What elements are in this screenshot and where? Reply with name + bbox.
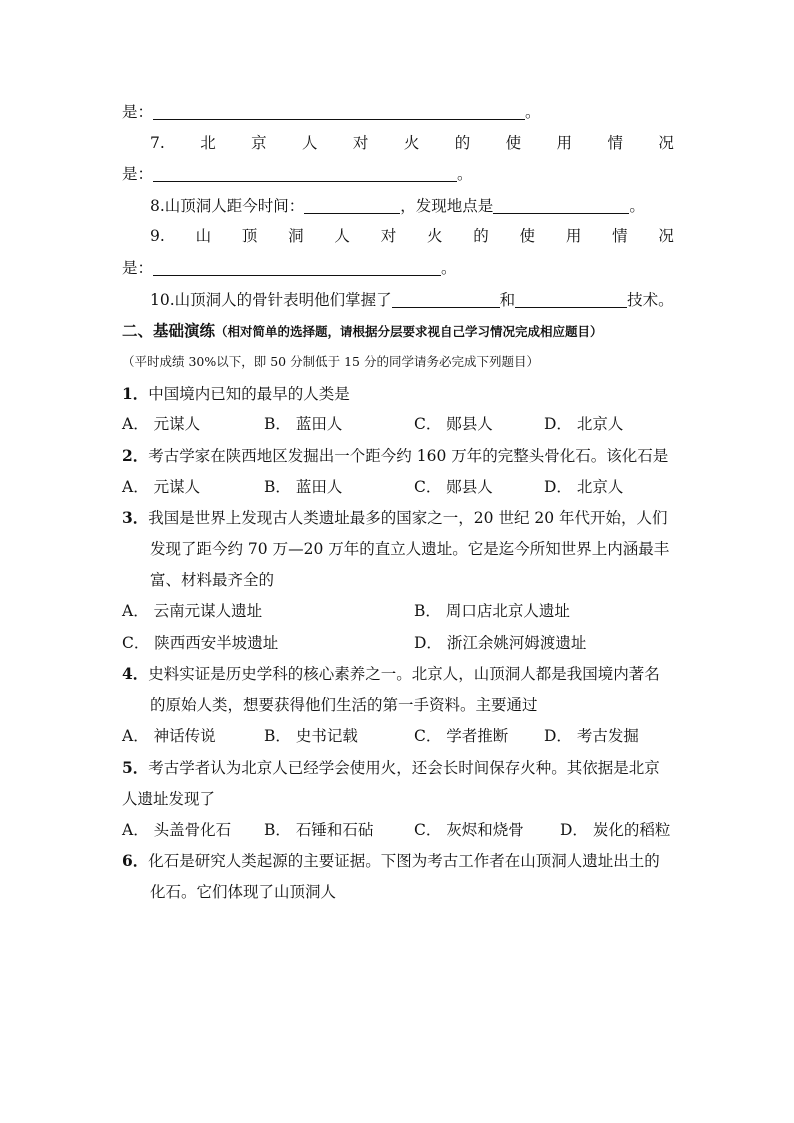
answer-blank[interactable] xyxy=(493,197,629,214)
q5-option-a[interactable]: A． 头盖骨化石 xyxy=(122,821,232,839)
q9-spread-line: 9. 山 顶 洞 人 对 火 的 使 用 情 况 xyxy=(150,227,674,245)
q9-answer-line: 是： 。 xyxy=(122,259,457,277)
question-2-stem: 2．考古学家在陕西地区发掘出一个距今约 160 万年的完整头骨化石。该化石是 xyxy=(122,446,669,465)
q10-line: 10.山顶洞人的骨针表明他们掌握了 和 技术。 xyxy=(150,291,674,309)
answer-blank[interactable] xyxy=(153,165,457,182)
q2-option-d[interactable]: D． 北京人 xyxy=(544,478,624,496)
q5-option-b[interactable]: B． 石锤和石砧 xyxy=(264,821,374,839)
q1-option-d[interactable]: D． 北京人 xyxy=(544,415,624,433)
answer-blank[interactable] xyxy=(515,291,627,308)
q5-option-c[interactable]: C． 灰烬和烧骨 xyxy=(414,821,524,839)
q3-option-c[interactable]: C． 陕西西安半坡遗址 xyxy=(122,634,279,652)
question-4-stem: 4．史料实证是历史学科的核心素养之一。北京人，山顶洞人都是我国境内著名 xyxy=(122,664,660,683)
top-answer-line: 是： 。 xyxy=(122,103,541,121)
q2-option-c[interactable]: C． 郧县人 xyxy=(414,478,493,496)
q4-option-c[interactable]: C． 学者推断 xyxy=(414,727,509,745)
q3-option-a[interactable]: A． 云南元谋人遗址 xyxy=(122,602,263,620)
answer-blank[interactable] xyxy=(153,259,441,276)
q8-line: 8.山顶洞人距今时间： ，发现地点是 。 xyxy=(150,197,645,215)
question-3-stem-cont: 富、材料最齐全的 xyxy=(150,571,275,589)
q5-option-d[interactable]: D． 炭化的稻粒 xyxy=(560,821,671,839)
question-3-stem-cont: 发现了距今约 70 万—20 万年的直立人遗址。它是迄今所知世界上内涵最丰 xyxy=(150,540,670,558)
section-heading: 二、基础演练（相对简单的选择题，请根据分层要求视自己学习情况完成相应题目） xyxy=(122,321,603,340)
answer-blank[interactable] xyxy=(153,103,525,120)
q7-answer-line: 是： 。 xyxy=(122,165,473,183)
question-6-stem-cont: 化石。它们体现了山顶洞人 xyxy=(150,883,337,901)
q1-option-a[interactable]: A． 元谋人 xyxy=(122,415,201,433)
q2-option-b[interactable]: B． 蓝田人 xyxy=(264,478,343,496)
question-5-stem: 5．考古学者认为北京人已经学会使用火，还会长时间保存火种。其依据是北京 xyxy=(122,758,660,777)
question-6-stem: 6．化石是研究人类起源的主要证据。下图为考古工作者在山顶洞人遗址出土的 xyxy=(122,851,660,870)
question-5-stem-cont: 人遗址发现了 xyxy=(122,790,216,808)
q4-option-d[interactable]: D． 考古发掘 xyxy=(544,727,639,745)
question-1-stem: 1．中国境内已知的最早的人类是 xyxy=(122,384,350,403)
q1-option-b[interactable]: B． 蓝田人 xyxy=(264,415,343,433)
question-4-stem-cont: 的原始人类，想要获得他们生活的第一手资料。主要通过 xyxy=(150,696,538,714)
q3-option-b[interactable]: B． 周口店北京人遗址 xyxy=(414,602,570,620)
q2-option-a[interactable]: A． 元谋人 xyxy=(122,478,201,496)
q7-spread-line: 7. 北 京 人 对 火 的 使 用 情 况 xyxy=(150,134,674,152)
q3-option-d[interactable]: D． 浙江余姚河姆渡遗址 xyxy=(414,634,587,652)
answer-blank[interactable] xyxy=(304,197,400,214)
question-3-stem: 3．我国是世界上发现古人类遗址最多的国家之一，20 世纪 20 年代开始，人们 xyxy=(122,508,668,527)
section-note: （平时成绩 30%以下，即 50 分制低于 15 分的同学请务必完成下列题目） xyxy=(122,354,539,369)
q4-option-b[interactable]: B． 史书记载 xyxy=(264,727,358,745)
answer-blank[interactable] xyxy=(392,291,500,308)
q4-option-a[interactable]: A． 神话传说 xyxy=(122,727,216,745)
q1-option-c[interactable]: C． 郧县人 xyxy=(414,415,493,433)
